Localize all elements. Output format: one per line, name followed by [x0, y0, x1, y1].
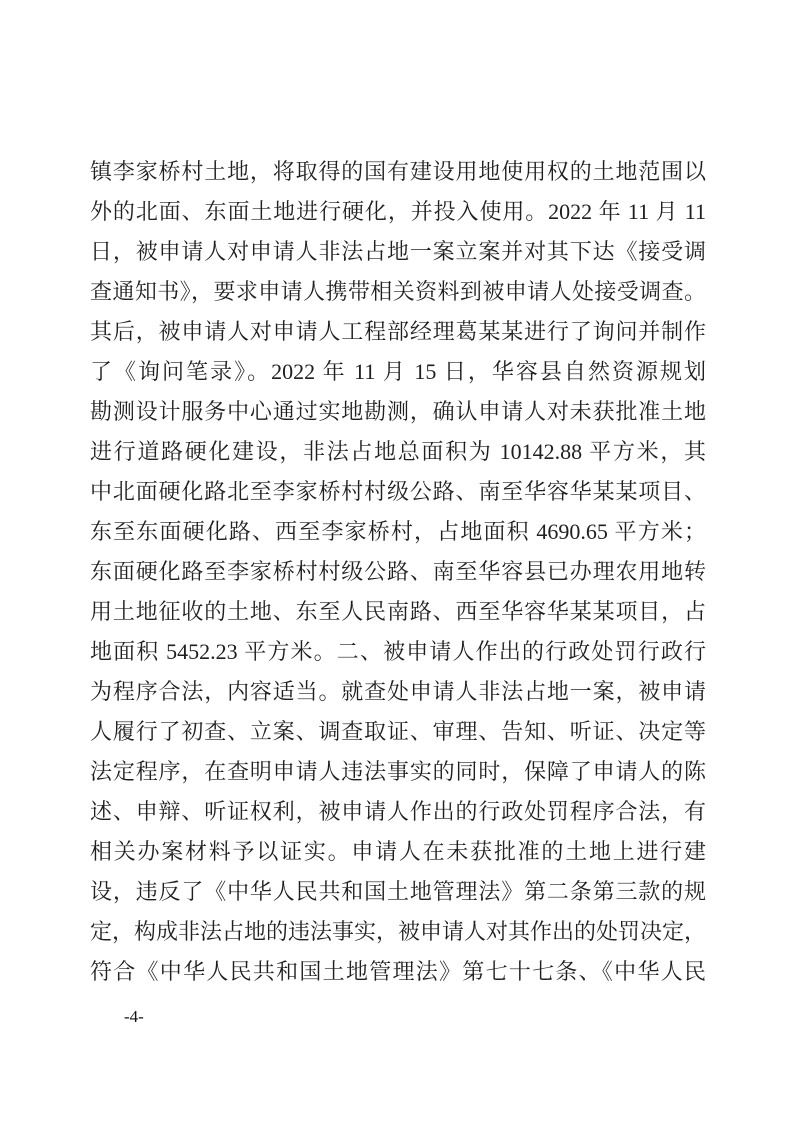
text-line: 其后，被申请人对申请人工程部经理葛某某进行了询问并制作: [90, 319, 706, 344]
text-line: 法定程序，在查明申请人违法事实的同时，保障了申请人的陈: [90, 759, 706, 784]
text-line: 设，违反了《中华人民共和国土地管理法》第二条第三款的规: [90, 879, 706, 904]
text-line: 勘测设计服务中心通过实地勘测，确认申请人对未获批准土地: [90, 399, 706, 424]
text-line: 外的北面、东面土地进行硬化，并投入使用。2022 年 11 月 11: [90, 199, 706, 224]
text-line: 为程序合法，内容适当。就查处申请人非法占地一案，被申请: [90, 679, 706, 704]
text-line: 地面积 5452.23 平方米。二、被申请人作出的行政处罚行政行: [90, 639, 706, 664]
document-body: [90, 152, 706, 992]
text-line: 述、申辩、听证权利，被申请人作出的行政处罚程序合法，有: [90, 799, 706, 824]
page-number: -4-: [124, 1007, 144, 1026]
text-line: 定，构成非法占地的违法事实，被申请人对其作出的处罚决定，: [90, 919, 707, 944]
text-line: 查通知书》，要求申请人携带相关资料到被申请人处接受调查。: [90, 279, 706, 304]
text-line: 相关办案材料予以证实。申请人在未获批准的土地上进行建: [90, 839, 706, 864]
text-line: 用土地征收的土地、东至人民南路、西至华容华某某项目，占: [90, 599, 706, 624]
text-line: 符合《中华人民共和国土地管理法》第七十七条、《中华人民: [90, 959, 706, 984]
text-line: 东面硬化路至李家桥村村级公路、南至华容县已办理农用地转: [90, 559, 706, 584]
text-line: 进行道路硬化建设，非法占地总面积为 10142.88 平方米，其: [90, 439, 706, 464]
text-line: 人履行了初查、立案、调查取证、审理、告知、听证、决定等: [90, 719, 706, 744]
text-line: 日，被申请人对申请人非法占地一案立案并对其下达《接受调: [90, 239, 706, 264]
text-line: 中北面硬化路北至李家桥村村级公路、南至华容华某某项目、: [90, 479, 706, 504]
text-line: 东至东面硬化路、西至李家桥村，占地面积 4690.65 平方米；: [90, 519, 706, 544]
text-line: 了《询问笔录》。2022 年 11 月 15 日，华容县自然资源规划: [90, 359, 706, 384]
text-line: 镇李家桥村土地，将取得的国有建设用地使用权的土地范围以: [90, 159, 706, 184]
